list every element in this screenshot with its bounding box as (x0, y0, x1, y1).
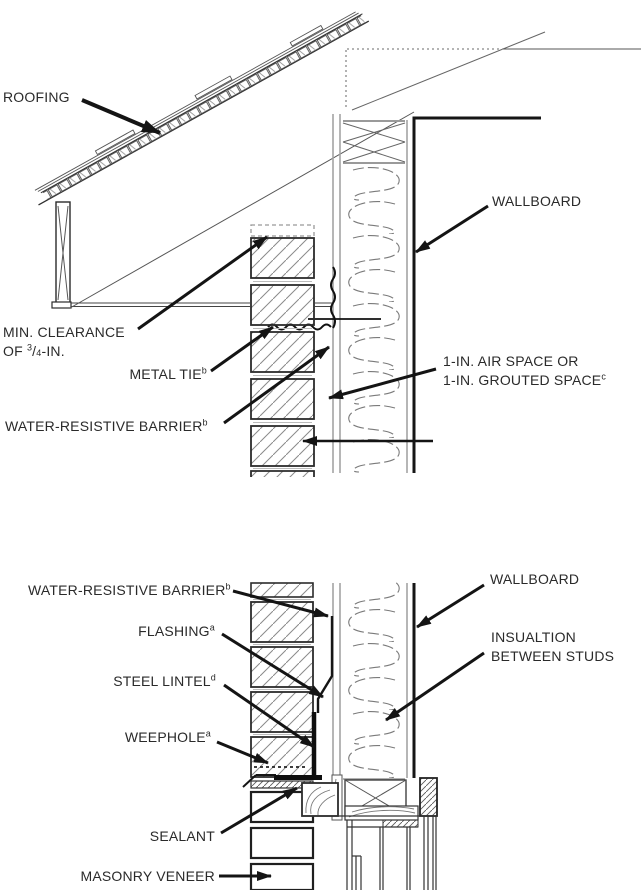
brick-veneer-top (251, 225, 314, 477)
stud-wall-bottom (333, 581, 414, 779)
eave-fascia (52, 202, 71, 308)
insulation-batts-bottom (343, 581, 405, 779)
min-clearance-arrow (138, 237, 267, 329)
wallboard-bottom-arrow (417, 585, 484, 627)
label-metal-tie: METAL TIE$^b$ (129, 365, 207, 382)
brick-veneer-bottom (251, 583, 313, 777)
label-insulation (491, 628, 614, 666)
steel-lintel-footnote: d (210, 672, 216, 683)
label-air-space (443, 352, 606, 390)
wallboard-interior-corner (414, 118, 541, 473)
air-space-line1: 1-IN. AIR SPACE OR (443, 353, 579, 369)
label-water-resistive-barrier-bottom: WATER-RESISTIVE BARRIER$^b$ (28, 581, 231, 598)
roofing-arrow (82, 100, 160, 133)
label-masonry-veneer: MASONRY VENEER (80, 868, 215, 884)
roof-assembly (29, 4, 369, 205)
wrb-bottom-footnote: b (225, 581, 231, 592)
roofing-text: ROOFING (3, 89, 70, 105)
label-flashing: FLASHING$^a$ (138, 622, 215, 639)
label-water-resistive-barrier-top: WATER-RESISTIVE BARRIER$^b$ (5, 417, 208, 434)
weephole-footnote: a (205, 728, 211, 739)
air-space-line2: 1-IN. GROUTED SPACE$^c$ (443, 371, 607, 388)
label-wallboard-top: WALLBOARD (492, 193, 582, 209)
wrb-top-footnote: b (202, 417, 208, 428)
fraction-denominator: 4 (36, 348, 42, 358)
insulation-line2: BETWEEN STUDS (491, 648, 615, 664)
window-head-assembly (302, 775, 437, 890)
flashing-footnote: a (209, 622, 215, 633)
fraction-numerator: 3 (26, 342, 33, 353)
insulation-line1: INSUALTION (491, 629, 576, 645)
stud-wall-top (333, 114, 541, 473)
label-min-clearance (3, 323, 125, 361)
fraction-slash: / (32, 343, 37, 359)
wallboard-top-arrow (416, 206, 488, 252)
label-roofing (3, 88, 70, 107)
metal-tie-footnote: b (201, 365, 207, 376)
label-steel-lintel: STEEL LINTEL$^d$ (113, 672, 216, 689)
air-space-footnote: c (601, 371, 607, 382)
label-wallboard-bottom: WALLBOARD (490, 571, 580, 587)
label-sealant: SEALANT (149, 828, 215, 844)
label-weephole: WEEPHOLE$^a$ (124, 728, 211, 745)
min-clearance-line2: OF $^3$/4-IN. (3, 342, 65, 359)
min-clearance-line1: MIN. CLEARANCE (3, 324, 125, 340)
